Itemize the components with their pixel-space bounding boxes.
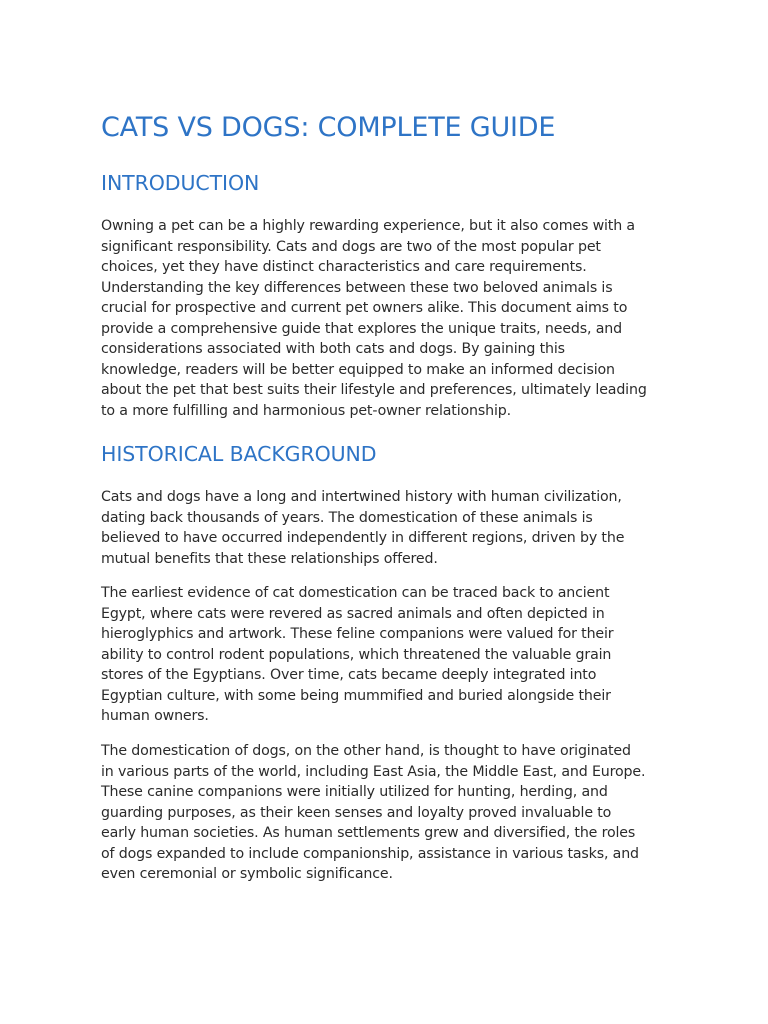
text-line: Owning a pet can be a highly rewarding experience, but it also comes with a: [101, 218, 635, 234]
text-line: ability to control rodent populations, which threatened the valuable grain: [101, 646, 612, 663]
section-heading-introduction: INTRODUCTION: [101, 171, 260, 195]
text-line: provide a comprehensive guide that explores the unique traits, needs, and: [101, 320, 622, 337]
text-line: believed to have occurred independently in different regions, driven by the: [101, 530, 625, 546]
text-line: The domestication of dogs, on the other hand, is thought to have originated: [101, 743, 631, 759]
text-line: These canine companions were initially utilized for hunting, herding, and: [101, 784, 608, 800]
paragraph-introduction: [101, 216, 673, 421]
text-line: Egypt, where cats were revered as sacred animals and often depicted in: [101, 605, 605, 622]
text-line: The earliest evidence of cat domestication can be traced back to ancient: [101, 585, 610, 601]
text-line: significant responsibility. Cats and dogs are two of the most popular pet: [101, 238, 601, 255]
text-line: about the pet that best suits their lifestyle and preferences, ultimately leading: [101, 382, 647, 398]
text-line: to a more fulfilling and harmonious pet-owner relationship.: [101, 402, 511, 419]
text-line: Understanding the key differences between these two beloved animals is: [101, 279, 613, 296]
text-line: dating back thousands of years. The domestication of these animals is: [101, 509, 593, 526]
text-line: guarding purposes, as their keen senses and loyalty proved invaluable to: [101, 804, 612, 821]
text-line: mutual benefits that these relationships offered.: [101, 550, 438, 567]
text-line: early human societies. As human settlements grew and diversified, the roles: [101, 825, 636, 841]
text-line: Cats and dogs have a long and intertwined history with human civilization,: [101, 489, 622, 505]
paragraph-history-intro: [101, 487, 673, 569]
text-line: hieroglyphics and artwork. These feline companions were valued for their: [101, 626, 614, 642]
text-line: even ceremonial or symbolic significance.: [101, 866, 393, 882]
text-line: crucial for prospective and current pet owners alike. This document aims to: [101, 300, 628, 316]
text-line: choices, yet they have distinct characteristics and care requirements.: [101, 259, 587, 275]
text-line: in various parts of the world, including East Asia, the Middle East, and Europe.: [101, 763, 646, 780]
text-line: Egyptian culture, with some being mummified and buried alongside their: [101, 687, 611, 704]
text-line: human owners.: [101, 708, 209, 724]
text-line: knowledge, readers will be better equipped to make an informed decision: [101, 361, 615, 378]
section-heading-historical-background: HISTORICAL BACKGROUND: [101, 442, 377, 466]
text-line: of dogs expanded to include companionship, assistance in various tasks, and: [101, 845, 639, 862]
paragraph-cat-domestication: [101, 583, 673, 727]
text-line: considerations associated with both cats and dogs. By gaining this: [101, 341, 565, 357]
document-title: CATS VS DOGS: COMPLETE GUIDE: [101, 112, 556, 143]
paragraph-dog-domestication: [101, 741, 673, 885]
text-line: stores of the Egyptians. Over time, cats became deeply integrated into: [101, 667, 597, 683]
